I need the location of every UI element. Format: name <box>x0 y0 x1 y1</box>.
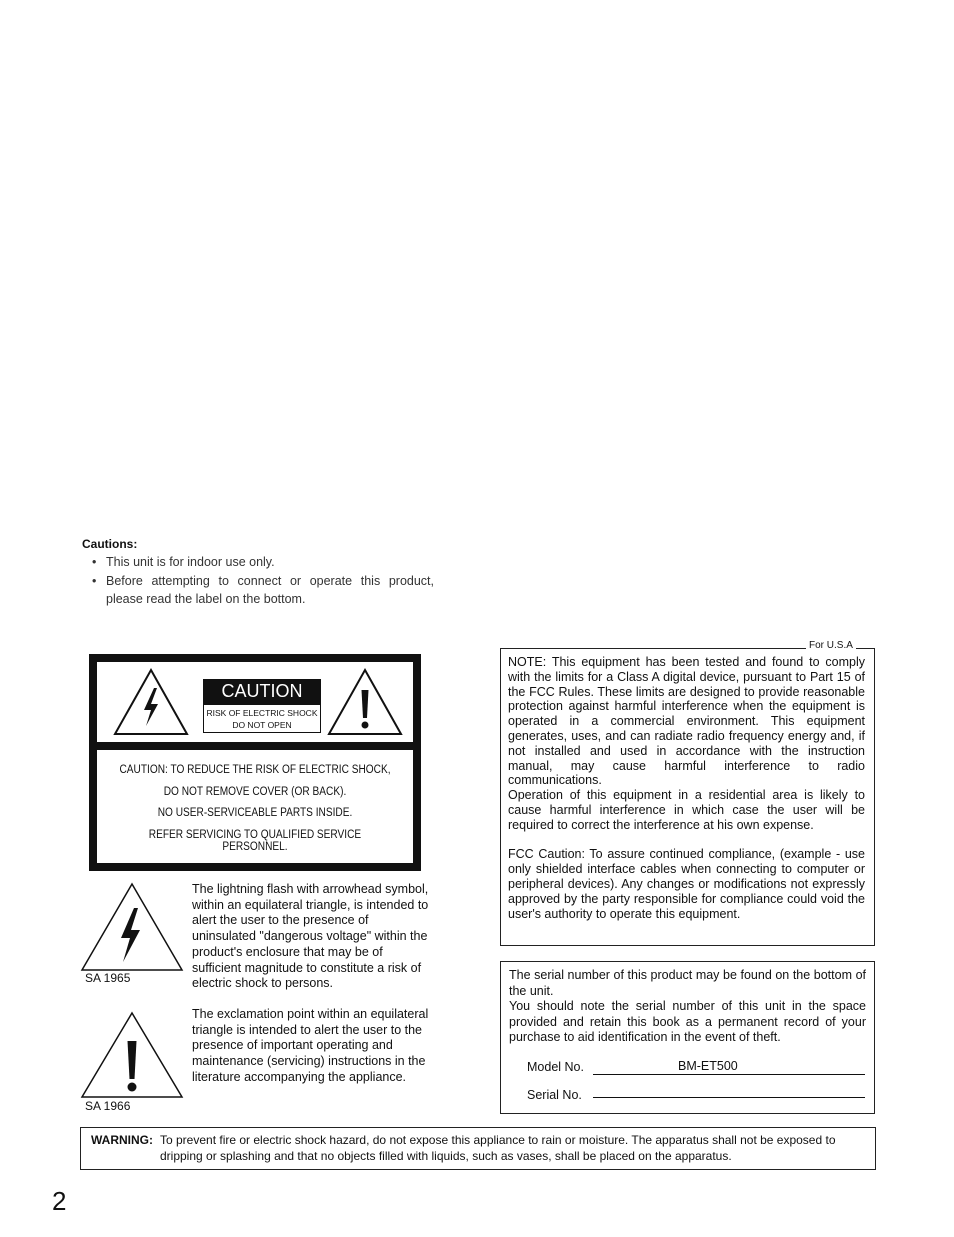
warning-text: To prevent fire or electric shock hazard, do not expose this appliance to rain or moisture. The apparatus shall not be exposed to dripping or splashing and that no objects filled with liquids, such as vases, shall be placed on the apparatus. <box>160 1133 836 1163</box>
lightning-symbol-icon <box>80 882 184 972</box>
lightning-explanation: The lightning flash with arrowhead symbol, within an equilateral triangle, is intended to alert the user to the presence of uninsulated "dangerous voltage" within the product's enclosure that may be of sufficient magnitude to constitute a risk of electric shock to persons. <box>192 882 429 991</box>
fcc-residential: Operation of this equipment in a residential area is likely to cause harmful interference in which case the user will be required to correct the interference at his own expense. <box>508 788 865 832</box>
serial-location-text: The serial number of this product may be found on the bottom of the unit. <box>509 968 866 998</box>
exclamation-triangle-icon <box>325 666 405 738</box>
caution-subtitle-line: DO NOT OPEN <box>232 720 292 730</box>
serial-no-label: Serial No. <box>527 1088 582 1102</box>
caution-label-line: CAUTION: TO REDUCE THE RISK OF ELECTRIC SHOCK, <box>119 764 391 776</box>
caution-item-text: Before attempting to connect or operate this product, please read the label on the bottom. <box>106 574 434 606</box>
fcc-notice-body <box>508 655 865 921</box>
sa-1965-label: SA 1965 <box>85 971 131 985</box>
fcc-caution: FCC Caution: To assure continued compliance, (example - use only shielded interface cables when connecting to computer or peripheral devices). Any changes or modifications not expressly approved by the party responsible for compliance could void the user's authority to operate this equipment. <box>508 847 865 921</box>
exclamation-symbol-icon <box>80 1011 184 1099</box>
serial-record-text: You should note the serial number of this unit in the space provided and retain this book as a permanent record of your purchase to aid identification in the event of theft. <box>509 999 866 1044</box>
caution-label-line: DO NOT REMOVE COVER (OR BACK). <box>163 786 347 798</box>
caution-label-bottom <box>97 750 413 863</box>
caution-label <box>89 654 421 871</box>
exclamation-explanation: The exclamation point within an equilateral triangle is intended to alert the user to the presence of important operating and maintenance (servicing) instructions in the literature accompanying the appliance. <box>192 1007 429 1084</box>
lightning-triangle-icon <box>111 666 191 738</box>
bullet: • <box>92 555 97 569</box>
serial-no-field[interactable] <box>593 1082 865 1098</box>
caution-label-line: NO USER-SERVICEABLE PARTS INSIDE. <box>157 807 353 819</box>
bullet: • <box>92 574 97 588</box>
caution-subtitle <box>203 704 321 733</box>
fcc-note: NOTE: This equipment has been tested and found to comply with the limits for a Class A digital device, pursuant to Part 15 of the FCC Rules. These limits are designed to provide reasonable protection against harmful interference when the equipment is operated in a commercial environment. This equipment generates, uses, and can radiate radio frequency energy and, if not installed and used in accordance with the instruction manual, may cause harmful interference to radio communications. <box>508 655 865 788</box>
sa-1966-label: SA 1966 <box>85 1099 131 1113</box>
caution-label-top <box>97 662 413 742</box>
caution-label-line: REFER SERVICING TO QUALIFIED SERVICE PERSONNEL. <box>148 829 362 853</box>
model-no-label: Model No. <box>527 1060 584 1074</box>
caution-subtitle-line: RISK OF ELECTRIC SHOCK <box>206 708 318 718</box>
page-number: 2 <box>52 1186 67 1216</box>
caution-item-text: This unit is for indoor use only. <box>106 555 275 569</box>
cautions-heading: Cautions: <box>82 537 138 551</box>
caution-item-indoor <box>92 553 434 571</box>
model-no-field[interactable] <box>593 1058 865 1075</box>
fcc-region-tag: For U.S.A <box>806 640 856 651</box>
serial-number-text <box>509 968 866 1046</box>
caution-title: CAUTION <box>203 679 321 704</box>
model-no-value: BM-ET500 <box>678 1059 738 1073</box>
warning-label: WARNING: <box>91 1133 153 1147</box>
caution-item-label <box>92 572 434 608</box>
